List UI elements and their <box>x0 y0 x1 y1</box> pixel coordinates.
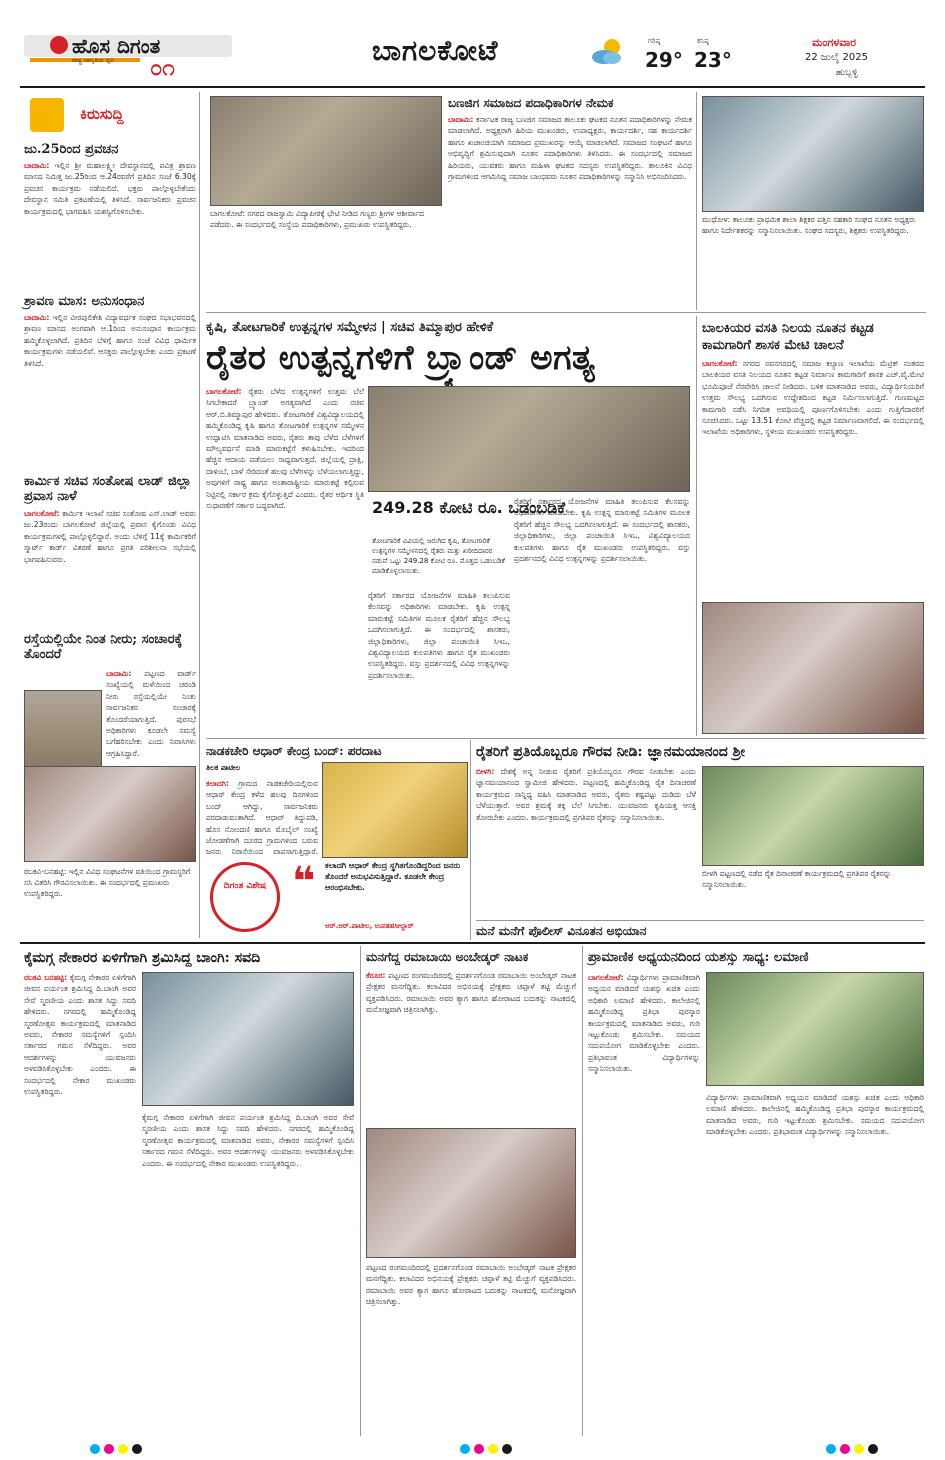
brief-body <box>24 508 196 626</box>
masthead-rule <box>20 86 925 88</box>
quote-icon: ❝ <box>292 859 316 905</box>
brief-text: ಇಲ್ಲಿನ ಶ್ರೀ ಮಹಾಲಕ್ಷ್ಮೀ ದೇವಸ್ಥಾನದಲ್ಲಿ ಪವಿತ್ರ ಶ್ರಾವಣ ಮಾಸದ ನಿಮಿತ್ತ ಜು.25ರಿಂದ ಆ.24ರವರೆಗೆ ಪ್ರತಿದಿನ ಸಂಜೆ 6.30ಕ್ಕೆ ಪ್ರವಚನ ಕಾರ್ಯಕ್ರಮ ನಡೆಯಲಿದೆ. ಭಕ್ತರು ಪಾಲ್ಗೊಳ್ಳಬೇಕೆಂದು ದೇವಸ್ಥಾನ ಸಮಿತಿ ಪ್ರಕಟಣೆಯಲ್ಲಿ ತಿಳಿಸಿದೆ. ಸಾರ್ವಜನಿಕರು ಪ್ರವಚನ ಕಾರ್ಯಕ್ರಮದಲ್ಲಿ ಭಾಗವಹಿಸಿ ಯಶಸ್ವಿಗೊಳಿಸಬೇಕು. <box>24 161 196 216</box>
column-divider <box>199 92 200 938</box>
article-text: ದೇಶಕ್ಕೆ ಅನ್ನ ನೀಡುವ ರೈತರಿಗೆ ಪ್ರತಿಯೊಬ್ಬರೂ ಗೌರವ ನೀಡಬೇಕು ಎಂದು ಜ್ಞಾನಮಯಾನಂದ ಸ್ವಾಮೀಜಿ ಹೇಳಿದರು. ಪಟ್ಟಣದಲ್ಲಿ ಹಮ್ಮಿಕೊಂಡಿದ್ದ ರೈತ ದಿನಾಚರಣೆ ಕಾರ್ಯಕ್ರಮದ ಸಾನ್ನಿಧ್ಯ ವಹಿಸಿ ಮಾತನಾಡಿದ ಅವರು, ರೈತರು ಕಷ್ಟಪಟ್ಟು ದುಡಿದು ಬೆಳೆ ಬೆಳೆಯುತ್ತಾರೆ. ಅವರ ಶ್ರಮಕ್ಕೆ ತಕ್ಕ ಬೆಲೆ ಸಿಗಬೇಕು. ಯುವಜನರು ಕೃಷಿಯತ್ತ ಆಸಕ್ತಿ ತೋರಬೇಕು ಎಂದರು. ಕಾರ್ಯಕ್ರಮದಲ್ಲಿ ಪ್ರಗತಿಪರ ರೈತರನ್ನು ಸನ್ಮಾನಿಸಲಾಯಿತು. <box>476 767 696 822</box>
article-headline: ಬಾಲಕಿಯರ ವಸತಿ ನಿಲಯ ನೂತನ ಕಟ್ಟಡ ಕಾಮಗಾರಿಗೆ ಶಾಸಕ ಮೇಟಿ ಚಾಲನೆ <box>702 321 874 353</box>
registration-dot-black <box>868 1444 878 1454</box>
article-headline: ರೈತರಿಗೆ ಪ್ರತಿಯೊಬ್ಬರೂ ಗೌರವ ನೀಡಿ: ಜ್ಞಾನಮಯಾನಂದ ಶ್ರೀ <box>476 744 745 760</box>
article-dateline: ಬಾಗಲಕೋಟೆ: <box>702 359 738 368</box>
lead-body-right: ರೈತರಿಗೆ ಸರ್ಕಾರದ ಯೋಜನೆಗಳ ಮಾಹಿತಿ ತಲುಪಿಸುವ ಕೆಲಸವನ್ನು ಅಧಿಕಾರಿಗಳು ಮಾಡಬೇಕು. ಕೃಷಿ ಉತ್ಪನ್ನ ಮಾರುಕಟ್ಟೆ ಸಮಿತಿಗಳ ಮೂಲಕ ರೈತರಿಗೆ ಹೆಚ್ಚಿನ ಸೌಲಭ್ಯ ಒದಗಿಸಲಾಗುತ್ತಿದೆ. ಈ ಸಂದರ್ಭದಲ್ಲಿ ಶಾಸಕರು, ಜಿಲ್ಲಾಧಿಕಾರಿಗಳು, ಜಿಲ್ಲಾ ಪಂಚಾಯಿತಿ ಸಿಇಒ, ವಿಶ್ವವಿದ್ಯಾಲಯದ ಕುಲಪತಿಗಳು ಹಾಗೂ ರೈತ ಮುಖಂಡರು ಉಪಸ್ಥಿತರಿದ್ದರು. ವಸ್ತು ಪ್ರದರ್ಶನದಲ್ಲಿ ವಿವಿಧ ಉತ್ಪನ್ನಗಳನ್ನು ಪ್ರದರ್ಶಿಸಲಾಯಿತು. <box>514 497 690 564</box>
photo-caption: ರಬಕವಿ-ಬನಹಟ್ಟಿ: ಇಲ್ಲಿನ ವಿವಿಧ ಸಂಘಟನೆಗಳ ವತಿಯಿಂದ ಗ್ರಾಮಸ್ಥರಿಗೆ ಸಸಿ ವಿತರಿಸಿ ಗೌರವಿಸಲಾಯಿತು. ಈ ಸಂದರ್ಭದಲ್ಲಿ ಪ್ರಮುಖರು ಉಪಸ್ಥಿತರಿದ್ದರು. <box>24 867 191 899</box>
article-headline: ಪ್ರಾಮಾಣಿಕ ಅಧ್ಯಯನದಿಂದ ಯಶಸ್ಸು ಸಾಧ್ಯ: ಲಮಾಣಿ <box>588 950 809 965</box>
brief-headline: ಕಾರ್ಮಿಕ ಸಚಿವ ಸಂತೋಷ ಲಾಡ್ ಜಿಲ್ಲಾ ಪ್ರವಾಸ ನಾಳೆ <box>24 474 192 504</box>
registration-dot-black <box>132 1444 142 1454</box>
article-text: ಗ್ರಾಮದ ನಾಡಕಚೇರಿಯಲ್ಲಿರುವ ಆಧಾರ್ ಕೇಂದ್ರ ಕಳೆದ ಹಲವು ದಿನಗಳಿಂದ ಬಂದ್ ಆಗಿದ್ದು, ಸಾರ್ವಜನಿಕರು ಪರದಾಡುವಂತಾಗಿದೆ. ಆಧಾರ್ ತಿದ್ದುಪಡಿ, ಹೊಸ ನೋಂದಣಿ ಹಾಗೂ ಮೊಬೈಲ್ ಸಂಖ್ಯೆ ಜೋಡಣೆಗಾಗಿ ದೂರದ ಗ್ರಾಮಗಳಿಂದ ಬರುವ ಜನರು ನಿರಾಸೆಯಿಂದ ವಾಪಸಾಗುತ್ತಿದ್ದಾರೆ. <box>206 779 318 856</box>
article-dateline: ಕಲಾದಗಿ: <box>206 779 229 788</box>
photo-caption: ಬೀಳಗಿ ಪಟ್ಟಣದಲ್ಲಿ ನಡೆದ ರೈತ ದಿನಾಚರಣೆ ಕಾರ್ಯಕ್ರಮದಲ್ಲಿ ಪ್ರಗತಿಪರ ರೈತರನ್ನು ಸನ್ಮಾನಿಸಲಾಯಿತು. <box>702 869 892 890</box>
closed-aadhaar-centre-photo <box>322 762 468 858</box>
edition-title: ಬಾಗಲಕೋಟೆ <box>372 34 499 67</box>
seer-visit-photo <box>210 96 442 206</box>
article-body-cont: ಕೈಮಗ್ಗ ನೇಕಾರರ ಏಳಿಗೆಗಾಗಿ ಜೀವನ ಪರ್ಯಂತ ಶ್ರಮಿಸಿದ್ದ ದಿ.ಬಾಂಗಿ ಅವರ ಸೇವೆ ಸ್ಮರಣೀಯ ಎಂದು ಶಾಸಕ ಸಿದ್ದು ಸವದಿ ಹೇಳಿದರು. ನಗರದಲ್ಲಿ ಹಮ್ಮಿಕೊಂಡಿದ್ದ ಸ್ಮರಣೋತ್ಸವ ಕಾರ್ಯಕ್ರಮದಲ್ಲಿ ಮಾತನಾಡಿದ ಅವರು, ನೇಕಾರರ ಸಮಸ್ಯೆಗಳಿಗೆ ಸ್ಪಂದಿಸಿ ಸರ್ಕಾರದ ಗಮನ ಸೆಳೆದಿದ್ದರು. ಅವರ ಆದರ್ಶಗಳನ್ನು ಯುವಜನರು ಅಳವಡಿಸಿಕೊಳ್ಳಬೇಕು ಎಂದರು. ಈ ಸಂದರ್ಭದಲ್ಲಿ ನೇಕಾರ ಮುಖಂಡರು ಉಪಸ್ಥಿತರಿದ್ದರು. <box>142 1113 354 1168</box>
brief-headline: ಶ್ರಾವಣ ಮಾಸ: ಅನುಸಂಧಾನ <box>24 294 145 309</box>
article-dateline: ರಬಕವಿ ಬನಹಟ್ಟಿ: <box>24 973 68 982</box>
min-temp-value: 23° <box>694 48 732 72</box>
article-headline: ಮನಗೆದ್ದ ರಮಾಬಾಯಿ ಅಂಬೇಡ್ಕರ್ ನಾಟಕ <box>366 950 529 964</box>
article-dateline: ಬೀಳಗಿ: <box>476 767 495 776</box>
briefs-section-label: ಕಿರುಸುದ್ದಿ <box>80 105 124 123</box>
teachers-society-photo <box>702 96 924 212</box>
brief-dateline: ಬಾದಾಮಿ: <box>24 161 50 170</box>
page-number: ೦೧ <box>150 56 175 81</box>
photo-caption: ಬಾಗಲಕೋಟೆ: ನಗರದ ರಾಜಸ್ವಾಮಿ ವಿದ್ಯಾಪೀಠಕ್ಕೆ ಭೇಟಿ ನೀಡಿದ ಗಣ್ಯರು ಶ್ರೀಗಳ ಆಶೀರ್ವಾದ ಪಡೆದರು. ಈ ಸಂದರ್ಭದಲ್ಲಿ ಸಂಸ್ಥೆಯ ಪದಾಧಿಕಾರಿಗಳು, ಪ್ರಮುಖರು ಉಪಸ್ಥಿತರಿದ್ದರು. <box>210 209 424 230</box>
paper-emblem-icon <box>50 36 68 54</box>
article-headline: ಮನೆ ಮನೆಗೆ ಪೊಲೀಸ್ ವಿನೂತನ ಅಭಿಯಾನ <box>476 924 647 938</box>
farmers-day-photo <box>702 766 924 866</box>
lead-headline: ರೈತರ ಉತ್ಪನ್ನಗಳಿಗೆ ಬ್ರ್ಯಾಂಡ್ ಅಗತ್ಯ <box>206 338 596 378</box>
registration-dot-magenta <box>474 1444 484 1454</box>
brief-body <box>24 312 196 462</box>
badge-text: ದಿಗಂತ ವಿಶೇಷ <box>223 881 267 891</box>
issue-city: ಹುಬ್ಬಳ್ಳಿ <box>836 68 858 78</box>
amount-headline: 249.28 ಕೋಟಿ ರೂ. ಒಡಂಬಡಿಕೆ <box>372 498 566 517</box>
article-headline: ನಾಡಕಚೇರಿ ಆಧಾರ್ ಕೇಂದ್ರ ಬಂದ್: ಪರದಾಟ <box>206 744 382 758</box>
registration-dot-cyan <box>90 1444 100 1454</box>
column-divider <box>696 316 697 736</box>
partly-cloudy-icon <box>588 36 628 66</box>
lead-text: ರೈತರು ಬೆಳೆದ ಉತ್ಪನ್ನಗಳಿಗೆ ಉತ್ತಮ ಬೆಲೆ ಸಿಗಬೇಕಾದರೆ ಬ್ರ್ಯಾಂಡ್ ಅಗತ್ಯವಾಗಿದೆ ಎಂದು ಸಚಿವ ಆರ್.ಬಿ.ತಿಮ್ಮಾಪುರ ಹೇಳಿದರು. ತೋಟಗಾರಿಕೆ ವಿಶ್ವವಿದ್ಯಾಲಯದಲ್ಲಿ ಹಮ್ಮಿಕೊಂಡಿದ್ದ ಕೃಷಿ ಹಾಗೂ ತೋಟಗಾರಿಕೆ ಉತ್ಪನ್ನಗಳ ಸಮ್ಮೇಳನ ಉದ್ಘಾಟಿಸಿ ಮಾತನಾಡಿದ ಅವರು, ರೈತರು ತಾವು ಬೆಳೆದ ಬೆಳೆಗಳಿಗೆ ಮೌಲ್ಯವರ್ಧನೆ ಮಾಡಿ ಮಾರುಕಟ್ಟೆಗೆ ಕಳುಹಿಸಬೇಕು. ಇದರಿಂದ ಹೆಚ್ಚಿನ ಆದಾಯ ಪಡೆಯಲು ಸಾಧ್ಯವಾಗುತ್ತದೆ. ಜಿಲ್ಲೆಯಲ್ಲಿ ದ್ರಾಕ್ಷಿ, ದಾಳಿಂಬೆ, ಬಾಳೆ ಸೇರಿದಂತೆ ಹಲವು ಬೆಳೆಗಳನ್ನು ಬೆಳೆಯಲಾಗುತ್ತಿದ್ದು, ಅವುಗಳಿಗೆ ರಾಷ್ಟ್ರ ಹಾಗೂ ಅಂತಾರಾಷ್ಟ್ರೀಯ ಮಾರುಕಟ್ಟೆ ಕಲ್ಪಿಸುವ ನಿಟ್ಟಿನಲ್ಲಿ ಸರ್ಕಾರ ಕ್ರಮ ಕೈಗೊಳ್ಳುತ್ತಿದೆ ಎಂದರು. ರೈತರ ಆರ್ಥಿಕ ಸ್ಥಿತಿ ಸುಧಾರಣೆಗೆ ಸರ್ಕಾರ ಬದ್ಧವಾಗಿದೆ. <box>206 387 364 511</box>
weavers-event-photo <box>142 972 354 1106</box>
registration-dot-yellow <box>488 1444 498 1454</box>
brief-headline: ಜು.25ರಿಂದ ಪ್ರವಚನ <box>24 142 119 157</box>
registration-dot-magenta <box>104 1444 114 1454</box>
article-text: ನಗರದ ನವನಗರದಲ್ಲಿ ಸಮಾಜ ಕಲ್ಯಾಣ ಇಲಾಖೆಯ ಮೆಟ್ರಿಕ್ ನಂತರದ ಬಾಲಕಿಯರ ವಸತಿ ನಿಲಯದ ನೂತನ ಕಟ್ಟಡ ನಿರ್ಮಾಣ ಕಾಮಗಾರಿಗೆ ಶಾಸಕ ಎಚ್.ವೈ.ಮೇಟಿ ಭೂಮಿಪೂಜೆ ನೆರವೇರಿಸಿ ಚಾಲನೆ ನೀಡಿದರು. ಬಳಿಕ ಮಾತನಾಡಿದ ಅವರು, ವಿದ್ಯಾರ್ಥಿನಿಯರಿಗೆ ಉತ್ತಮ ಸೌಲಭ್ಯ ಒದಗಿಸುವ ಉದ್ದೇಶದಿಂದ ಕಟ್ಟಡ ನಿರ್ಮಿಸಲಾಗುತ್ತಿದೆ. ಗುಣಮಟ್ಟದ ಕಾಮಗಾರಿ ನಡೆಸಿ ನಿಗದಿತ ಅವಧಿಯಲ್ಲಿ ಪೂರ್ಣಗೊಳಿಸಬೇಕು ಎಂದು ಗುತ್ತಿಗೆದಾರರಿಗೆ ಸೂಚಿಸಿದರು. ಒಟ್ಟು 13.51 ಕೋಟಿ ವೆಚ್ಚದಲ್ಲಿ ಕಟ್ಟಡ ನಿರ್ಮಾಣವಾಗಲಿದೆ. ಈ ಸಂದರ್ಭದಲ್ಲಿ ಇಲಾಖೆಯ ಅಧಿಕಾರಿಗಳು, ಸ್ಥಳೀಯ ಮುಖಂಡರು ಉಪಸ್ಥಿತರಿದ್ದರು. <box>702 359 924 437</box>
article-body <box>448 114 692 308</box>
article-body <box>476 766 696 916</box>
issue-date: 22 ಜುಲೈ 2025 <box>805 52 868 63</box>
row-divider <box>206 738 926 739</box>
article-headline: ಕೈಮಗ್ಗ ನೇಕಾರರ ಏಳಿಗೆಗಾಗಿ ಶ್ರಮಿಸಿದ್ದ ಬಾಂಗಿ: ಸವದಿ <box>24 950 261 966</box>
paper-tagline: ರಾಷ್ಟ್ರ ಜಾಗೃತಿಯ ಧ್ವನಿ <box>72 57 115 64</box>
article-text: ಕೈಮಗ್ಗ ನೇಕಾರರ ಏಳಿಗೆಗಾಗಿ ಜೀವನ ಪರ್ಯಂತ ಶ್ರಮಿಸಿದ್ದ ದಿ.ಬಾಂಗಿ ಅವರ ಸೇವೆ ಸ್ಮರಣೀಯ ಎಂದು ಶಾಸಕ ಸಿದ್ದು ಸವದಿ ಹೇಳಿದರು. ನಗರದಲ್ಲಿ ಹಮ್ಮಿಕೊಂಡಿದ್ದ ಸ್ಮರಣೋತ್ಸವ ಕಾರ್ಯಕ್ರಮದಲ್ಲಿ ಮಾತನಾಡಿದ ಅವರು, ನೇಕಾರರ ಸಮಸ್ಯೆಗಳಿಗೆ ಸ್ಪಂದಿಸಿ ಸರ್ಕಾರದ ಗಮನ ಸೆಳೆದಿದ್ದರು. ಅವರ ಆದರ್ಶಗಳನ್ನು ಯುವಜನರು ಅಳವಡಿಸಿಕೊಳ್ಳಬೇಕು ಎಂದರು. ಈ ಸಂದರ್ಭದಲ್ಲಿ ನೇಕಾರ ಮುಖಂಡರು ಉಪಸ್ಥಿತರಿದ್ದರು. <box>24 973 136 1097</box>
max-temp-label: ಗರಿಷ್ಠ <box>648 37 661 45</box>
article-dateline: ಬಾದಾಮಿ: <box>448 115 474 124</box>
briefs-hand-icon <box>30 98 64 132</box>
article-headline: ಬಣಜಿಗ ಸಮಾಜದ ಪದಾಧಿಕಾರಿಗಳ ನೇಮಕ <box>448 96 614 110</box>
paper-name: ಹೊಸ ದಿಗಂತ <box>72 34 161 58</box>
article-body <box>206 778 318 856</box>
sapling-distribution-photo <box>24 766 196 862</box>
row-divider <box>476 920 924 921</box>
brief-dateline: ಬಾಗಲಕೋಟೆ: <box>24 509 60 518</box>
lead-photo <box>368 386 690 492</box>
lead-body-left <box>206 386 364 732</box>
registration-dot-yellow <box>118 1444 128 1454</box>
brief-text: ಇಲ್ಲಿನ ವೀರಪುಲಿಕೇಶಿ ವಿದ್ಯಾವರ್ಧಕ ಸಂಘದ ಸಭಾಭವನದಲ್ಲಿ ಶ್ರಾವಣ ಮಾಸದ ಅಂಗವಾಗಿ ಆ.1ರಿಂದ ಅನುಸಂಧಾನ ಕಾರ್ಯಕ್ರಮ ಹಮ್ಮಿಕೊಳ್ಳಲಾಗಿದೆ. ಪ್ರತಿದಿನ ಬೆಳಿಗ್ಗೆ ಹಾಗೂ ಸಂಜೆ ವಿವಿಧ ಧಾರ್ಮಿಕ ಕಾರ್ಯಕ್ರಮಗಳು ನಡೆಯಲಿವೆ. ಆಸಕ್ತರು ಪಾಲ್ಗೊಳ್ಳಬೇಕು ಎಂದು ಪ್ರಕಟಣೆ ತಿಳಿಸಿದೆ. <box>24 313 196 368</box>
brief-text: ಪಟ್ಟಣದ ವಾರ್ಡ್ ಸಂಖ್ಯೆಯಲ್ಲಿ ಮಳೆಯಿಂದ ಚರಂಡಿ ನೀರು ರಸ್ತೆಯಲ್ಲಿಯೇ ನಿಂತು ಸಾರ್ವಜನಿಕರ ಸಂಚಾರಕ್ಕೆ ತೊಂದರೆಯಾಗುತ್ತಿದೆ. ಪುರಸಭೆ ಅಧಿಕಾರಿಗಳು ಕೂಡಲೇ ಸಮಸ್ಯೆ ಬಗೆಹರಿಸಬೇಕು ಎಂದು ನಿವಾಸಿಗಳು ಆಗ್ರಹಿಸಿದ್ದಾರೆ. <box>106 669 196 758</box>
issue-day: ಮಂಗಳವಾರ <box>812 36 857 49</box>
photo-caption: ಮುಧೋಳ: ತಾಲೂಕು ಪ್ರಾಥಮಿಕ ಶಾಲಾ ಶಿಕ್ಷಕರ ಪತ್ತಿನ ಸಹಕಾರಿ ಸಂಘದ ನೂತನ ಅಧ್ಯಕ್ಷರು ಹಾಗೂ ನಿರ್ದೇಶಕರನ್ನು ಸನ್ಮಾನಿಸಲಾಯಿತು. ಸಂಘದ ಸದಸ್ಯರು, ಶಿಕ್ಷಕರು ಉಪಸ್ಥಿತರಿದ್ದರು. <box>702 215 916 236</box>
pull-quote: ಕಲಾದಗಿ ಆಧಾರ್ ಕೇಂದ್ರ ಸ್ಥಗಿತಗೊಂಡಿದ್ದರಿಂದ ಜನರು ತೊಂದರೆ ಅನುಭವಿಸುತ್ತಿದ್ದಾರೆ. ಕೂಡಲೇ ಕೇಂದ್ರ ಆರಂಭಿಸಬೇಕು. <box>325 861 461 892</box>
amount-detail: ತೋಟಗಾರಿಕೆ ವಿವಿಯಲ್ಲಿ ಜರುಗಿದ ಕೃಷಿ, ತೋಟಗಾರಿಕೆ ಉತ್ಪನ್ನಗಳ ಸಮ್ಮೇಳನದಲ್ಲಿ ರೈತರು ಮತ್ತು ಖರೀದಿದಾರರ ನಡುವೆ ಒಟ್ಟು 249.28 ಕೋಟಿ ರೂ. ಮೊತ್ತದ ಒಡಂಬಡಿಕೆ ಮಾಡಿಕೊಳ್ಳಲಾಯಿತು. <box>372 537 505 575</box>
registration-dot-black <box>502 1444 512 1454</box>
article-body <box>24 972 136 1432</box>
article-body <box>702 358 924 596</box>
students-felicitation-photo <box>706 972 924 1086</box>
article-body-cont: ಪಟ್ಟಣದ ರಂಗಮಂದಿರದಲ್ಲಿ ಪ್ರದರ್ಶನಗೊಂಡ ರಮಾಬಾಯಿ ಅಂಬೇಡ್ಕರ್ ನಾಟಕ ಪ್ರೇಕ್ಷಕರ ಮನಗೆದ್ದಿತು. ಕಲಾವಿದರ ಅಭಿನಯಕ್ಕೆ ಪ್ರೇಕ್ಷಕರು ಚಪ್ಪಾಳೆ ತಟ್ಟಿ ಮೆಚ್ಚುಗೆ ವ್ಯಕ್ತಪಡಿಸಿದರು. ರಮಾಬಾಯಿ ಅವರ ತ್ಯಾಗ ಹಾಗೂ ಹೋರಾಟದ ಬದುಕನ್ನು ನಾಟಕದಲ್ಲಿ ಮನೋಜ್ಞವಾಗಿ ಚಿತ್ರಿಸಲಾಗಿತ್ತು. <box>366 1263 576 1307</box>
article-body <box>366 970 576 1124</box>
brief-dateline: ಬಾದಾಮಿ: <box>106 669 132 678</box>
registration-dot-cyan <box>826 1444 836 1454</box>
registration-dot-yellow <box>854 1444 864 1454</box>
article-body-cont: ವಿದ್ಯಾರ್ಥಿಗಳು ಪ್ರಾಮಾಣಿಕವಾಗಿ ಅಧ್ಯಯನ ಮಾಡಿದರೆ ಯಶಸ್ಸು ಖಚಿತ ಎಂದು ಅಧಿಕಾರಿ ಲಮಾಣಿ ಹೇಳಿದರು. ಕಾಲೇಜಿನಲ್ಲಿ ಹಮ್ಮಿಕೊಂಡಿದ್ದ ಪ್ರತಿಭಾ ಪುರಸ್ಕಾರ ಕಾರ್ಯಕ್ರಮದಲ್ಲಿ ಮಾತನಾಡಿದ ಅವರು, ಗುರಿ ಇಟ್ಟುಕೊಂಡು ಶ್ರಮಿಸಬೇಕು. ಸಮಯದ ಸದುಪಯೋಗ ಮಾಡಿಕೊಳ್ಳಬೇಕು ಎಂದರು. ಪ್ರತಿಭಾವಂತ ವಿದ್ಯಾರ್ಥಿಗಳನ್ನು ಸನ್ಮಾನಿಸಲಾಯಿತು. <box>706 1093 924 1137</box>
groundbreaking-photo <box>702 602 924 734</box>
registration-dot-magenta <box>840 1444 850 1454</box>
article-text: ಪಟ್ಟಣದ ರಂಗಮಂದಿರದಲ್ಲಿ ಪ್ರದರ್ಶನಗೊಂಡ ರಮಾಬಾಯಿ ಅಂಬೇಡ್ಕರ್ ನಾಟಕ ಪ್ರೇಕ್ಷಕರ ಮನಗೆದ್ದಿತು. ಕಲಾವಿದರ ಅಭಿನಯಕ್ಕೆ ಪ್ರೇಕ್ಷಕರು ಚಪ್ಪಾಳೆ ತಟ್ಟಿ ಮೆಚ್ಚುಗೆ ವ್ಯಕ್ತಪಡಿಸಿದರು. ರಮಾಬಾಯಿ ಅವರ ತ್ಯಾಗ ಹಾಗೂ ಹೋರಾಟದ ಬದುಕನ್ನು ನಾಟಕದಲ್ಲಿ ಮನೋಜ್ಞವಾಗಿ ಚಿತ್ರಿಸಲಾಗಿತ್ತು. <box>366 971 576 1015</box>
lead-dateline: ಬಾಗಲಕೋಟೆ: <box>206 387 242 396</box>
column-divider <box>360 946 361 1436</box>
article-dateline: ಕೆರೂರ: <box>366 971 386 980</box>
row-divider <box>206 312 926 313</box>
article-byline: ತಿಲಕ ಪಾಟೀಲ <box>206 763 241 772</box>
digantha-special-badge <box>210 862 280 932</box>
lead-kicker: ಕೃಷಿ, ತೋಟಗಾರಿಕೆ ಉತ್ಪನ್ನಗಳ ಸಮ್ಮೇಳನ | ಸಚಿವ ತಿಮ್ಮಾಪುರ ಹೇಳಿಕೆ <box>206 320 494 335</box>
article-body <box>588 972 700 1432</box>
column-divider <box>582 946 583 1436</box>
drama-stage-photo <box>366 1128 576 1258</box>
min-temp-label: ಕನಿಷ್ಠ <box>697 37 709 45</box>
column-divider <box>696 92 697 310</box>
brief-headline: ರಸ್ತೆಯಲ್ಲಿಯೇ ನಿಂತ ನೀರು; ಸಂಚಾರಕ್ಕೆ ತೊಂದರೆ <box>24 632 183 662</box>
brief-text: ಕಾರ್ಮಿಕ ಇಲಾಖೆ ಸಚಿವ ಸಂತೋಷ ಎಸ್.ಲಾಡ್ ಅವರು ಜು.23ರಂದು ಬಾಗಲಕೋಟೆ ಜಿಲ್ಲೆಯಲ್ಲಿ ಪ್ರವಾಸ ಕೈಗೊಂಡು ವಿವಿಧ ಕಾರ್ಯಕ್ರಮಗಳಲ್ಲಿ ಪಾಲ್ಗೊಳ್ಳಲಿದ್ದಾರೆ. ಅಂದು ಬೆಳಿಗ್ಗೆ 11ಕ್ಕೆ ಕಾರ್ಮಿಕರಿಗೆ ಸ್ಮಾರ್ಟ್ ಕಾರ್ಡ್ ವಿತರಣೆ ಹಾಗೂ ಪ್ರಗತಿ ಪರಿಶೀಲನಾ ಸಭೆಯಲ್ಲಿ ಭಾಗವಹಿಸುವರು. <box>24 509 196 564</box>
article-text: ವಿದ್ಯಾರ್ಥಿಗಳು ಪ್ರಾಮಾಣಿಕವಾಗಿ ಅಧ್ಯಯನ ಮಾಡಿದರೆ ಯಶಸ್ಸು ಖಚಿತ ಎಂದು ಅಧಿಕಾರಿ ಲಮಾಣಿ ಹೇಳಿದರು. ಕಾಲೇಜಿನಲ್ಲಿ ಹಮ್ಮಿಕೊಂಡಿದ್ದ ಪ್ರತಿಭಾ ಪುರಸ್ಕಾರ ಕಾರ್ಯಕ್ರಮದಲ್ಲಿ ಮಾತನಾಡಿದ ಅವರು, ಗುರಿ ಇಟ್ಟುಕೊಂಡು ಶ್ರಮಿಸಬೇಕು. ಸಮಯದ ಸದುಪಯೋಗ ಮಾಡಿಕೊಳ್ಳಬೇಕು ಎಂದರು. ಪ್ರತಿಭಾವಂತ ವಿದ್ಯಾರ್ಥಿಗಳನ್ನು ಸನ್ಮಾನಿಸಲಾಯಿತು. <box>588 973 700 1074</box>
brief-dateline: ಬಾದಾಮಿ: <box>24 313 50 322</box>
row-divider <box>20 942 925 944</box>
registration-dot-cyan <box>460 1444 470 1454</box>
article-text: ಕರ್ನಾಟಕ ರಾಜ್ಯ ಬಣಜಿಗ ಸಮಾಜದ ತಾಲೂಕು ಘಟಕದ ನೂತನ ಪದಾಧಿಕಾರಿಗಳನ್ನು ನೇಮಕ ಮಾಡಲಾಗಿದೆ. ಅಧ್ಯಕ್ಷರಾಗಿ ಹಿರಿಯ ಮುಖಂಡರು, ಉಪಾಧ್ಯಕ್ಷರು, ಕಾರ್ಯದರ್ಶಿ, ಸಹ ಕಾರ್ಯದರ್ಶಿ ಹಾಗೂ ಖಜಾಂಚಿಯಾಗಿ ಸಮಾಜದ ಪ್ರಮುಖರನ್ನು ಆಯ್ಕೆ ಮಾಡಲಾಗಿದೆ. ಸಮಾಜದ ಸಂಘಟನೆ ಹಾಗೂ ಅಭಿವೃದ್ಧಿಗೆ ಶ್ರಮಿಸುವುದಾಗಿ ನೂತನ ಪದಾಧಿಕಾರಿಗಳು ತಿಳಿಸಿದರು. ಈ ಸಂದರ್ಭದಲ್ಲಿ ಸಮಾಜದ ಹಿರಿಯರು, ಯುವಕರು ಹಾಗೂ ಮಹಿಳಾ ಘಟಕದ ಸದಸ್ಯರು ಉಪಸ್ಥಿತರಿದ್ದರು. ತಾಲೂಕಿನ ವಿವಿಧ ಗ್ರಾಮಗಳಿಂದ ಆಗಮಿಸಿದ್ದ ಸಮಾಜ ಬಾಂಧವರು ನೂತನ ಪದಾಧಿಕಾರಿಗಳನ್ನು ಸನ್ಮಾನಿಸಿ ಅಭಿನಂದಿಸಿದರು. <box>448 115 692 182</box>
brief-body <box>24 160 196 284</box>
article-dateline: ಬಾಗಲಕೋಟೆ: <box>588 973 624 982</box>
pull-quote-author: ಆರ್.ಆರ್.ಪಾಟೀಲ, ಉಪತಹಸೀಲ್ದಾರ್ <box>325 922 414 930</box>
lead-body-middle: ರೈತರಿಗೆ ಸರ್ಕಾರದ ಯೋಜನೆಗಳ ಮಾಹಿತಿ ತಲುಪಿಸುವ ಕೆಲಸವನ್ನು ಅಧಿಕಾರಿಗಳು ಮಾಡಬೇಕು. ಕೃಷಿ ಉತ್ಪನ್ನ ಮಾರುಕಟ್ಟೆ ಸಮಿತಿಗಳ ಮೂಲಕ ರೈತರಿಗೆ ಹೆಚ್ಚಿನ ಸೌಲಭ್ಯ ಒದಗಿಸಲಾಗುತ್ತಿದೆ. ಈ ಸಂದರ್ಭದಲ್ಲಿ ಶಾಸಕರು, ಜಿಲ್ಲಾಧಿಕಾರಿಗಳು, ಜಿಲ್ಲಾ ಪಂಚಾಯಿತಿ ಸಿಇಒ, ವಿಶ್ವವಿದ್ಯಾಲಯದ ಕುಲಪತಿಗಳು ಹಾಗೂ ರೈತ ಮುಖಂಡರು ಉಪಸ್ಥಿತರಿದ್ದರು. ವಸ್ತು ಪ್ರದರ್ಶನದಲ್ಲಿ ವಿವಿಧ ಉತ್ಪನ್ನಗಳನ್ನು ಪ್ರದರ್ಶಿಸಲಾಯಿತು. <box>368 591 510 680</box>
column-divider <box>470 740 471 940</box>
max-temp-value: 29° <box>645 48 683 72</box>
